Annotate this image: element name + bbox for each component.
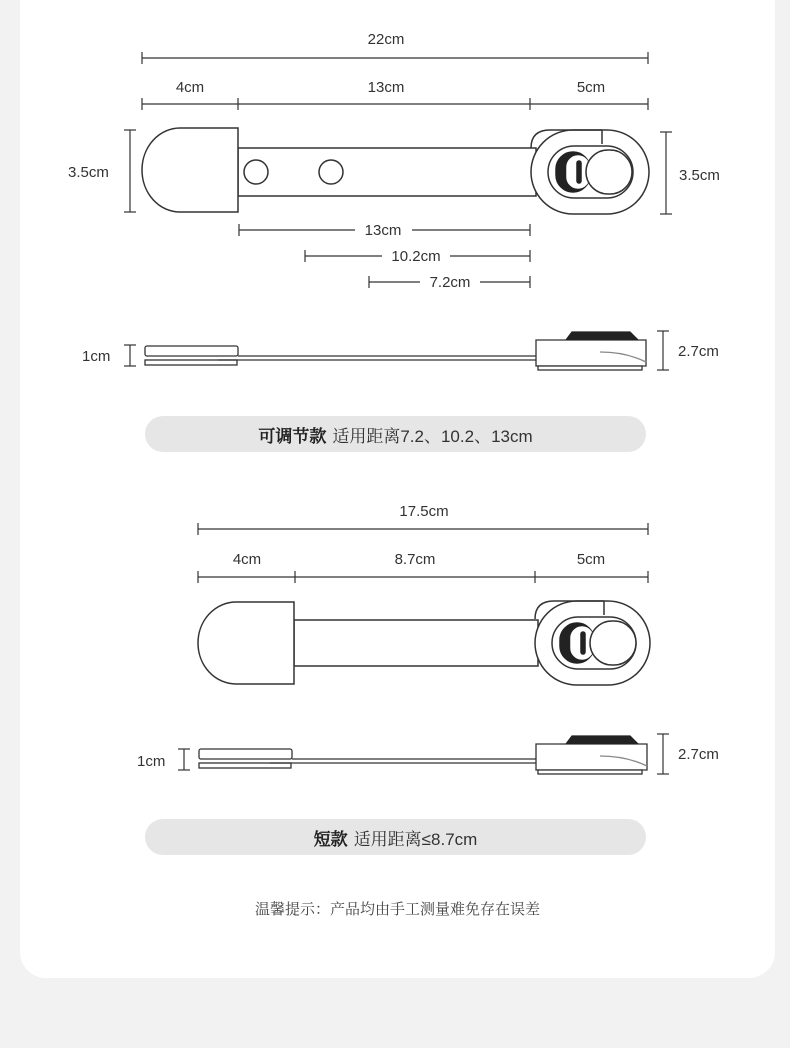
short-segment-dimension-line — [198, 571, 648, 583]
adjustable-caption — [145, 416, 646, 452]
short-total-label: 17.5cm — [399, 503, 449, 520]
adj-strap-side-view — [145, 332, 646, 370]
adj-height-left-label: 3.5cm — [68, 164, 109, 181]
short-strap-top-view — [198, 601, 650, 685]
adj-height-left-line — [124, 130, 136, 212]
short-side-right-line — [657, 734, 669, 774]
adj-side-right-label: 2.7cm — [678, 343, 719, 360]
adj-adjust-10-label: 10.2cm — [391, 248, 441, 265]
measurement-note: 温馨提示：产品均由手工测量难免存在误差 — [254, 901, 540, 918]
short-left-label: 4cm — [232, 551, 262, 568]
adj-side-right-line — [657, 331, 669, 370]
short-caption — [145, 819, 646, 855]
short-side-left-line — [178, 749, 190, 770]
short-caption-text: 适用距离≤8.7cm — [353, 829, 478, 849]
adj-adjust-7-label: 7.2cm — [429, 274, 471, 291]
short-caption-title: 短款 — [313, 829, 348, 849]
adj-strap-top-view — [142, 128, 649, 214]
short-strap-side-view — [199, 736, 647, 774]
adj-height-right-line — [660, 132, 672, 214]
adj-side-left-label: 1cm — [82, 348, 111, 365]
short-middle-label: 8.7cm — [394, 551, 436, 568]
adj-left-label: 4cm — [175, 79, 205, 96]
short-side-right-label: 2.7cm — [678, 746, 719, 763]
adj-height-right-label: 3.5cm — [679, 167, 720, 184]
adj-total-dimension-line — [142, 52, 648, 64]
short-right-label: 5cm — [576, 551, 606, 568]
adj-side-left-line — [124, 345, 136, 366]
adj-adjust-13-label: 13cm — [364, 222, 402, 239]
short-side-left-label: 1cm — [137, 753, 166, 770]
adj-total-label: 22cm — [367, 31, 405, 48]
adj-middle-label: 13cm — [367, 79, 405, 96]
adj-right-label: 5cm — [576, 79, 606, 96]
adjustable-caption-title: 可调节款 — [258, 426, 327, 446]
short-total-dimension-line — [198, 523, 648, 535]
adjustable-caption-text: 适用距离7.2、10.2、13cm — [332, 426, 533, 446]
adj-segment-dimension-line — [142, 98, 648, 110]
